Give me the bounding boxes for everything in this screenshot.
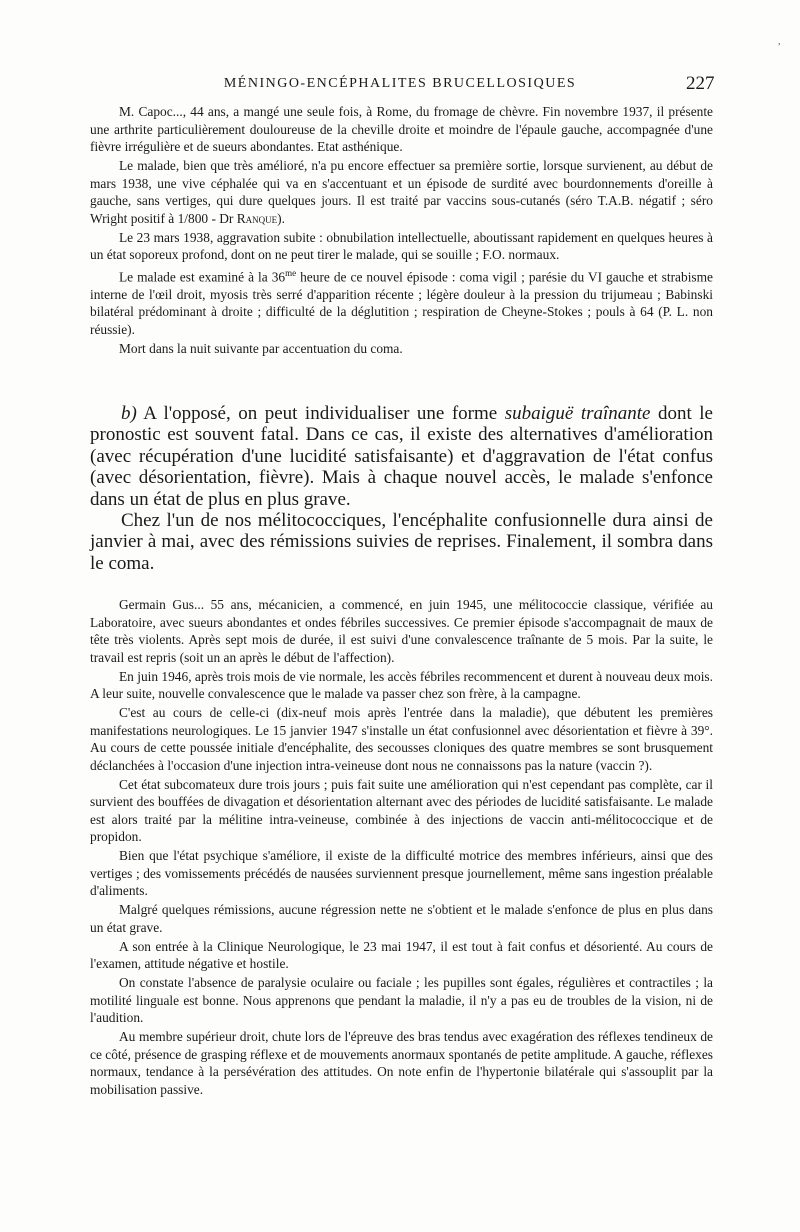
case1-paragraph-4: Le malade est examiné à la $36^{me}$ heure de ce nouvel épisode : coma vigil ; parésie du VI gauche et strabisme interne de l'œil droit, myosis très serré d'apparition récente ; légère douleur à la pression du trijumeau ; Babinski bilatéral prédominant à droite ; difficulté de la déglutition ; respiration de Cheyne-Stokes ; pouls à 64 (P. L. non réussie). bbox=[90, 268, 713, 337]
author-name: Ranque bbox=[236, 210, 278, 226]
section-b-text bbox=[90, 403, 713, 574]
case2-paragraph-6: Malgré quelques rémissions, aucune régression nette ne s'obtient et le malade s'enfonce de plus en plus dans un état grave. bbox=[90, 902, 713, 935]
case2-paragraph-7: A son entrée à la Clinique Neurologique, le 23 mai 1947, il est tout à fait confus et désorienté. Au cours de l'examen, attitude négative et hostile. bbox=[90, 938, 713, 971]
case2-paragraph-4: Cet état subcomateux dure trois jours ; puis fait suite une amélioration qui n'est cependant pas complète, car il survient des bouffées de divagation et désorientation alternant avec des périodes de lucidité satisfaisante. Le malade est alors traité par la mélitine intra-veineuse, combinée à des injections de vaccin anti-mélitococcique et de propidon. bbox=[90, 776, 713, 844]
case-report-capoc bbox=[90, 103, 713, 359]
section-b-paragraph-2: Chez l'un de nos mélitococciques, l'encéphalite confusionnelle dura ainsi de janvier à mai, avec des rémissions suivies de reprises. Finalement, il sombra dans le coma. bbox=[90, 510, 713, 574]
case2-paragraph-8: On constate l'absence de paralysie oculaire ou faciale ; les pupilles sont égales, régulières et contractiles ; la motilité linguale est bonne. Nous apprenons que pendant la maladie, il n'y a pas eu de troubles de la vision, ni de l'audition. bbox=[90, 975, 713, 1025]
case1-paragraph-1: M. Capoc..., 44 ans, a mangé une seule fois, à Rome, du fromage de chèvre. Fin novembre 1937, il présente une arthrite particulièrement douloureuse de la cheville droite et moindre de l'épaule gauche, accompagnée d'une fièvre irrégulière et de sueurs abondantes. Etat asthénique. bbox=[90, 104, 713, 154]
case2-paragraph-9: Au membre supérieur droit, chute lors de l'épreuve des bras tendus avec exagération des réflexes tendineux de ce côté, présence de grasping réflexe et de mouvements anormaux spontanés de petite amplitude. A gauche, réflexes normaux, tendance à la persévération des attitudes. On note enfin de l'hypertonie bilatérale qui s'assouplit par la mobilisation passive. bbox=[90, 1029, 713, 1097]
case1-paragraph-3: Le 23 mars 1938, aggravation subite : obnubilation intellectuelle, aboutissant rapidement en quelques heures à un état soporeux profond, dont on ne peut tirer le malade, qui se souille ; F.O. normaux. bbox=[90, 229, 713, 262]
case-report-germain bbox=[90, 596, 713, 1100]
case1-paragraph-5: Mort dans la nuit suivante par accentuation du coma. bbox=[119, 340, 403, 356]
case2-paragraph-5: Bien que l'état psychique s'améliore, il existe de la difficulté motrice des membres inférieurs, ainsi que des vertiges ; des vomissements précédés de nausées surviennent presque journellement, même sans ingestion préalable d'aliments. bbox=[90, 848, 713, 898]
section-b-paragraph-1: b) A l'opposé, on peut individualiser une forme subaiguë traînante dont le pronostic est souvent fatal. Dans ce cas, il existe des alternatives d'amélioration (avec récupération d'une lucidité satisfaisante) et d'aggravation de l'état confus (avec désorientation, fièvre). Mais à chaque nouvel accès, le malade s'enfonce dans un état de plus en plus grave. bbox=[90, 403, 713, 510]
running-title: MÉNINGO-ENCÉPHALITES BRUCELLOSIQUES bbox=[223, 76, 577, 91]
case2-paragraph-2: En juin 1946, après trois mois de vie normale, les accès fébriles recommencent et durent à nouveau deux mois. A leur suite, nouvelle convalescence que le malade va passer chez son frère, à la campagne. bbox=[90, 668, 713, 701]
case2-paragraph-1: Germain Gus... 55 ans, mécanicien, a commencé, en juin 1945, une mélitococcie classique, vérifiée au Laboratoire, avec sueurs abondantes et ondes fébriles successives. Ce premier épisode s'accompagnait de maux de tête très violents. Après sept mois de durée, il est suivi d'une convalescence traînante de 5 mois. Par la suite, le travail est repris (soit un an après le début de l'affection). bbox=[90, 597, 713, 665]
case2-paragraph-3: C'est au cours de celle-ci (dix-neuf mois après l'entrée dans la maladie), que débutent les premières manifestations neurologiques. Le 15 janvier 1947 s'installe un état confusionnel avec désorientation et fièvre à 39°. Au cours de cette poussée initiale d'encéphalite, des secousses cloniques des quatre membres se sont brusquement déclanchées à l'occasion d'une injection intra-veineuse dont nous ne connaissons pas la nature (vaccin ?). bbox=[90, 705, 713, 773]
page-number: 227 bbox=[686, 73, 715, 94]
case1-paragraph-2: Le malade, bien que très amélioré, n'a pu encore effectuer sa première sortie, lorsque survienent, au début de mars 1938, une vive céphalée qui va en s'accentuant et un épisode de surdité avec bourdonnements d'oreille à gauche, sans vertiges, qui dure quelques jours. Il est traité par vaccins sous-cutanés (séro T.A.B. négatif ; séro Wright positif à 1/800 - Dr Ranque). bbox=[90, 158, 713, 226]
section-label: b) bbox=[121, 403, 137, 424]
margin-mark: , bbox=[778, 36, 781, 47]
